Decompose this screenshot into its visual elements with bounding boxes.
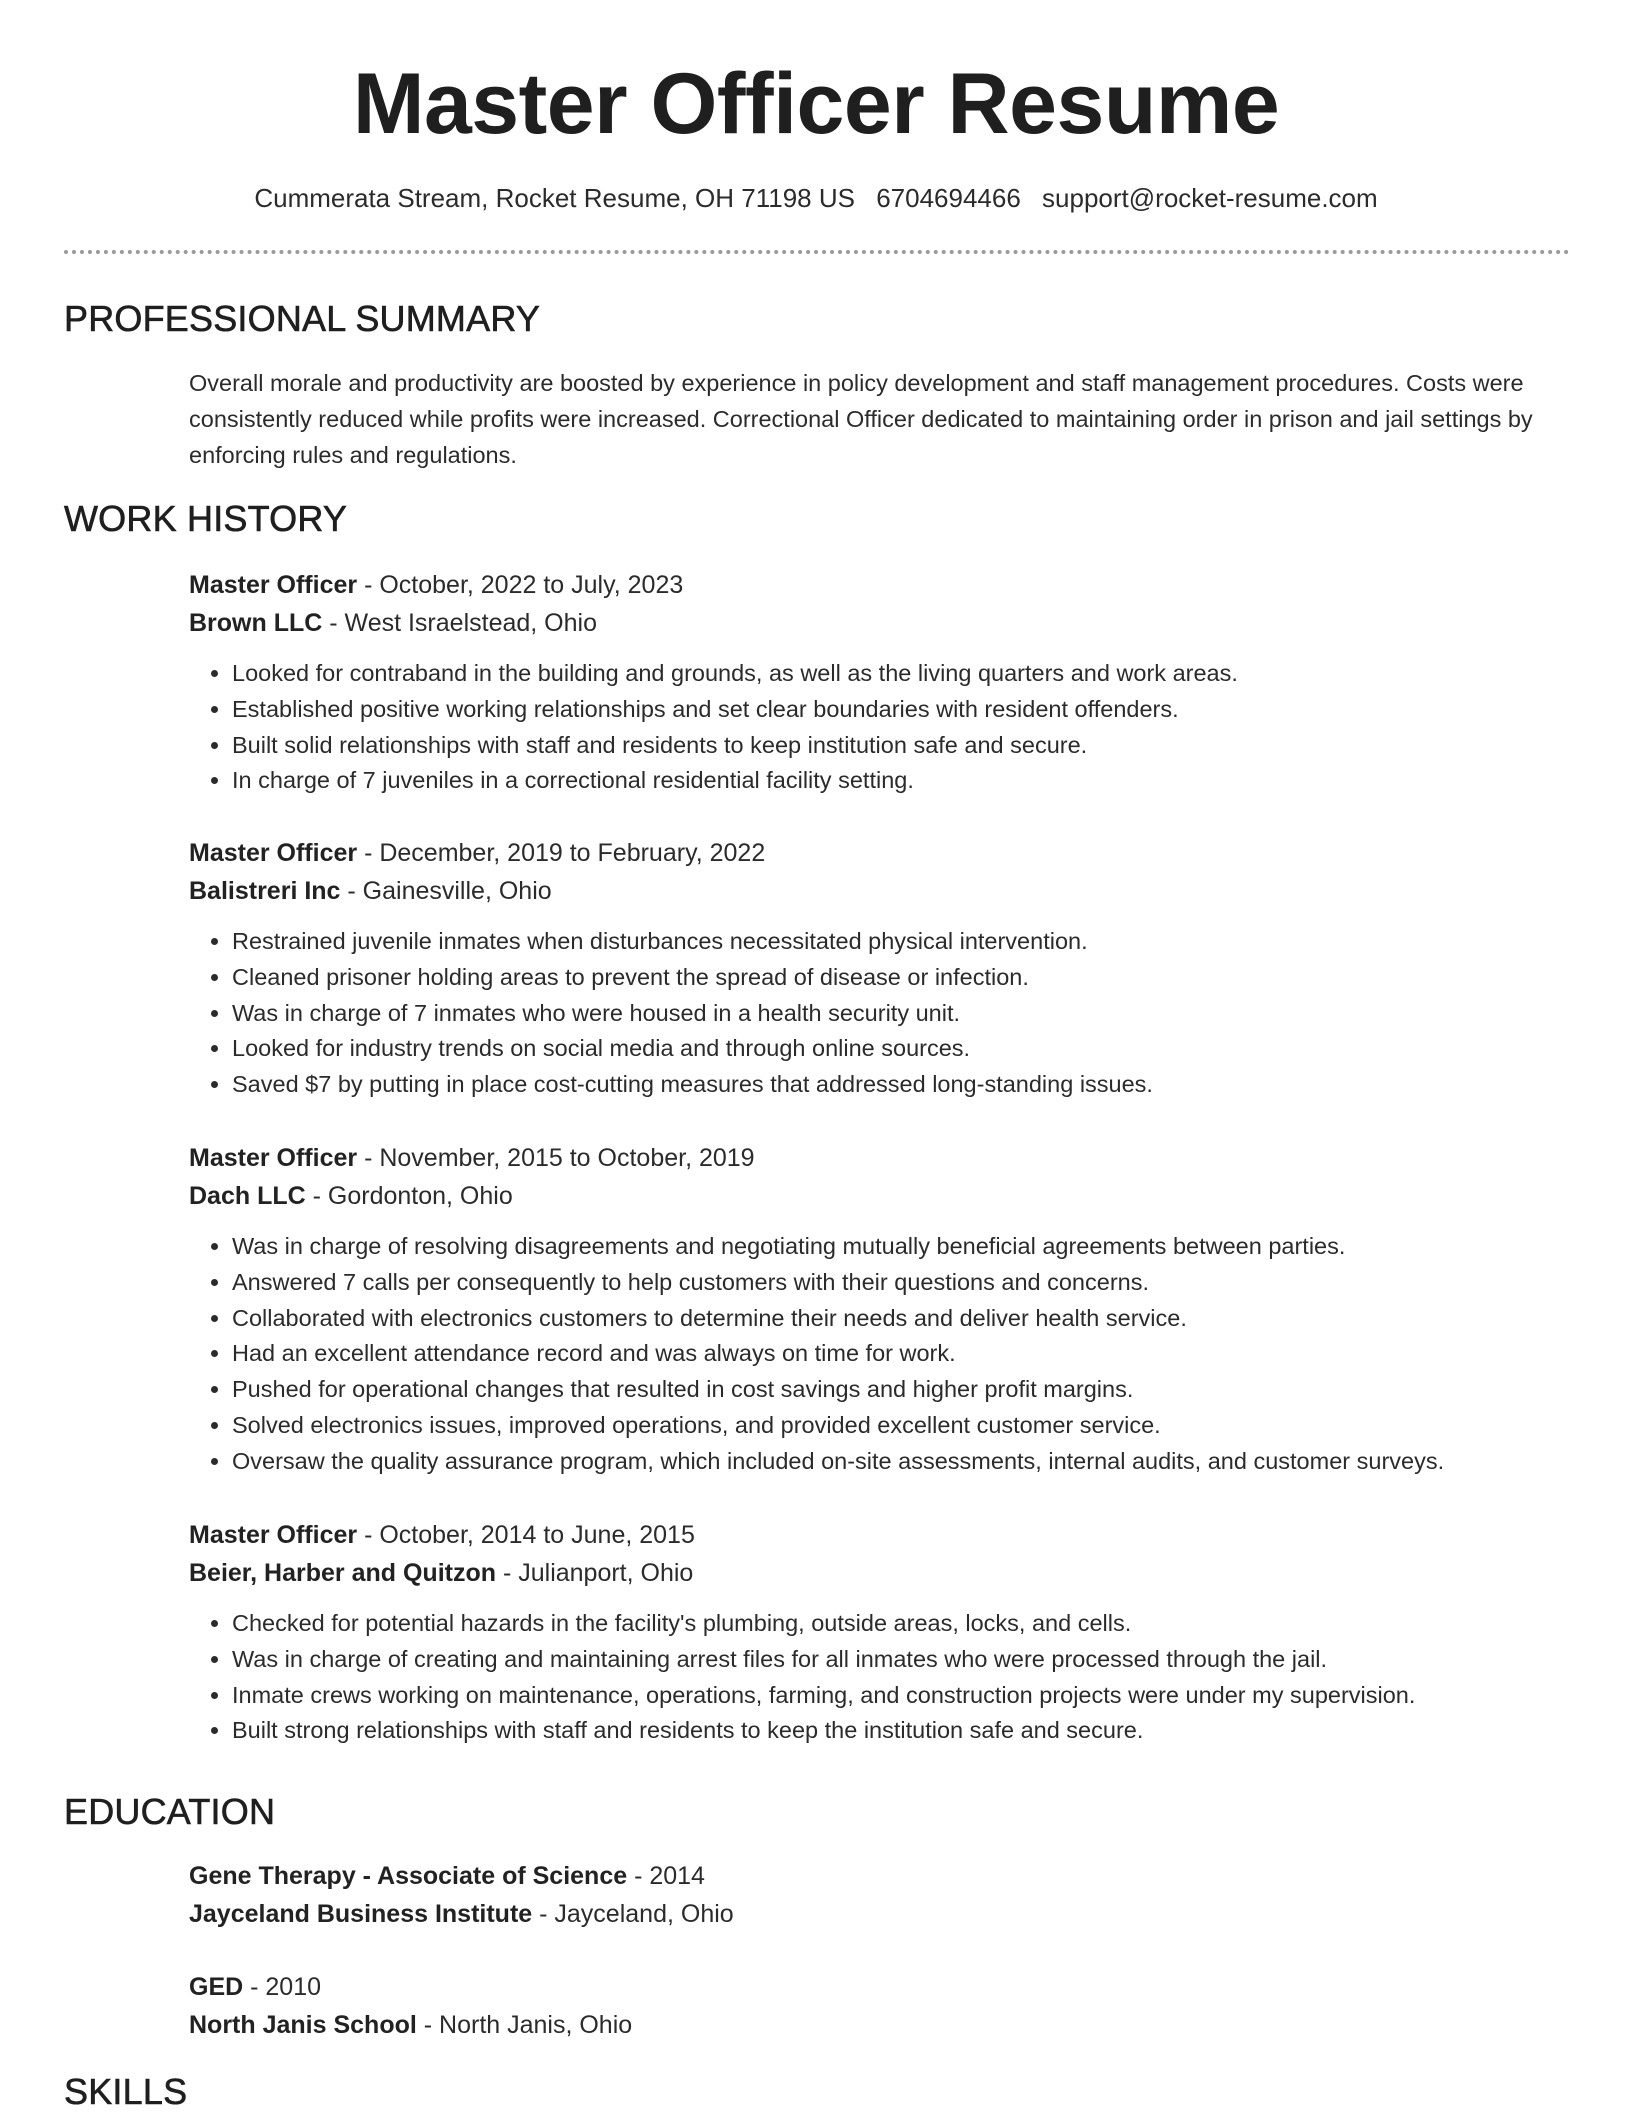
job-location: - Gainesville, Ohio xyxy=(340,877,552,905)
job-bullet: • Built strong relationships with staff and residents to keep the institution safe and secure. xyxy=(232,1713,1559,1749)
job-bullet: • Answered 7 calls per consequently to help customers with their questions and concerns. xyxy=(232,1265,1559,1301)
contact-line xyxy=(0,180,1632,216)
job-title: Master Officer xyxy=(189,839,358,867)
resume-title: Master Officer Resume xyxy=(352,56,1280,152)
job-bullet: • Checked for potential hazards in the facility's plumbing, outside areas, locks, and cells. xyxy=(232,1606,1559,1642)
contact-address: Cummerata Stream, Rocket Resume, OH 71198 US xyxy=(254,183,855,213)
education-degree-line xyxy=(189,1968,1559,2006)
job-company: Balistreri Inc xyxy=(189,877,341,905)
job-bullet: • Looked for contraband in the building and grounds, as well as the living quarters and work areas. xyxy=(232,656,1559,692)
education-degree: GED xyxy=(189,1973,244,2001)
job-bullet: • Inmate crews working on maintenance, operations, farming, and construction projects were under my supervision. xyxy=(232,1678,1559,1714)
contact-phone: 6704694466 xyxy=(876,183,1021,213)
job-entry xyxy=(189,566,1559,799)
job-title: Master Officer xyxy=(189,1144,358,1172)
job-bullet: • Saved $7 by putting in place cost-cutting measures that addressed long-standing issues. xyxy=(232,1067,1559,1103)
job-bullet: • Oversaw the quality assurance program, which included on-site assessments, internal audits, and customer surveys. xyxy=(232,1444,1559,1480)
work-history-heading: WORK HISTORY xyxy=(64,498,348,539)
education-degree-line xyxy=(189,1857,1559,1895)
job-dates: - November, 2015 to October, 2019 xyxy=(357,1144,755,1172)
job-title: Master Officer xyxy=(189,571,358,599)
job-dates: - October, 2014 to June, 2015 xyxy=(357,1521,695,1549)
education-degree: Gene Therapy - Associate of Science xyxy=(189,1862,628,1890)
job-bullet: • Had an excellent attendance record and was always on time for work. xyxy=(232,1336,1559,1372)
education-location: - Jayceland, Ohio xyxy=(532,1900,734,1928)
job-bullets xyxy=(189,656,1559,799)
job-entry xyxy=(189,834,1559,1103)
job-bullet: • In charge of 7 juveniles in a correctional residential facility setting. xyxy=(232,763,1559,799)
job-company: Dach LLC xyxy=(189,1182,306,1210)
job-company-line xyxy=(189,872,1559,910)
job-bullet: • Was in charge of resolving disagreements and negotiating mutually beneficial agreements between parties. xyxy=(232,1229,1559,1265)
job-bullet: • Established positive working relationships and set clear boundaries with resident offenders. xyxy=(232,692,1559,728)
job-location: - West Israelstead, Ohio xyxy=(322,609,597,637)
summary-text: Overall morale and productivity are boosted by experience in policy development and staff management procedures. Costs were consistently reduced while profits were increased. Correctional Officer dedicated to maintaining order in prison and jail settings by enforcing rules and regulations. xyxy=(189,370,1533,468)
job-location: - Julianport, Ohio xyxy=(496,1559,694,1587)
job-title-line xyxy=(189,566,1559,604)
education-location: - North Janis, Ohio xyxy=(416,2011,633,2039)
job-dates: - December, 2019 to February, 2022 xyxy=(357,839,766,867)
contact-email: support@rocket-resume.com xyxy=(1042,183,1378,213)
job-bullet: • Was in charge of creating and maintaining arrest files for all inmates who were processed through the jail. xyxy=(232,1642,1559,1678)
job-company-line xyxy=(189,1554,1559,1592)
education-year: - 2010 xyxy=(243,1973,322,2001)
job-bullet: • Restrained juvenile inmates when disturbances necessitated physical intervention. xyxy=(232,924,1559,960)
job-bullet: • Built solid relationships with staff and residents to keep institution safe and secure. xyxy=(232,728,1559,764)
job-bullets xyxy=(189,1229,1559,1480)
summary-heading: PROFESSIONAL SUMMARY xyxy=(64,298,541,339)
job-bullet: • Collaborated with electronics customers to determine their needs and deliver health service. xyxy=(232,1301,1559,1337)
education-school-line xyxy=(189,1895,1559,1933)
education-school: North Janis School xyxy=(189,2011,417,2039)
education-heading: EDUCATION xyxy=(64,1791,276,1832)
job-title-line xyxy=(189,834,1559,872)
header-divider xyxy=(64,250,1570,254)
job-company-line xyxy=(189,604,1559,642)
education-school-line xyxy=(189,2006,1559,2044)
job-company: Beier, Harber and Quitzon xyxy=(189,1559,497,1587)
education-entry xyxy=(189,1968,1559,2044)
job-location: - Gordonton, Ohio xyxy=(305,1182,513,1210)
job-bullets xyxy=(189,1606,1559,1749)
job-title: Master Officer xyxy=(189,1521,358,1549)
skills-heading: SKILLS xyxy=(64,2071,188,2112)
job-bullet: • Pushed for operational changes that resulted in cost savings and higher profit margins. xyxy=(232,1372,1559,1408)
job-company-line xyxy=(189,1177,1559,1215)
job-dates: - October, 2022 to July, 2023 xyxy=(357,571,684,599)
education-year: - 2014 xyxy=(627,1862,705,1890)
job-bullet: • Was in charge of 7 inmates who were housed in a health security unit. xyxy=(232,996,1559,1032)
job-bullet: • Solved electronics issues, improved operations, and provided excellent customer service. xyxy=(232,1408,1559,1444)
job-bullets xyxy=(189,924,1559,1103)
job-entry xyxy=(189,1516,1559,1749)
job-company: Brown LLC xyxy=(189,609,323,637)
job-bullet: • Cleaned prisoner holding areas to prevent the spread of disease or infection. xyxy=(232,960,1559,996)
education-school: Jayceland Business Institute xyxy=(189,1900,533,1928)
job-title-line xyxy=(189,1139,1559,1177)
education-entry xyxy=(189,1857,1559,1933)
job-entry xyxy=(189,1139,1559,1480)
job-title-line xyxy=(189,1516,1559,1554)
job-bullet: • Looked for industry trends on social media and through online sources. xyxy=(232,1031,1559,1067)
